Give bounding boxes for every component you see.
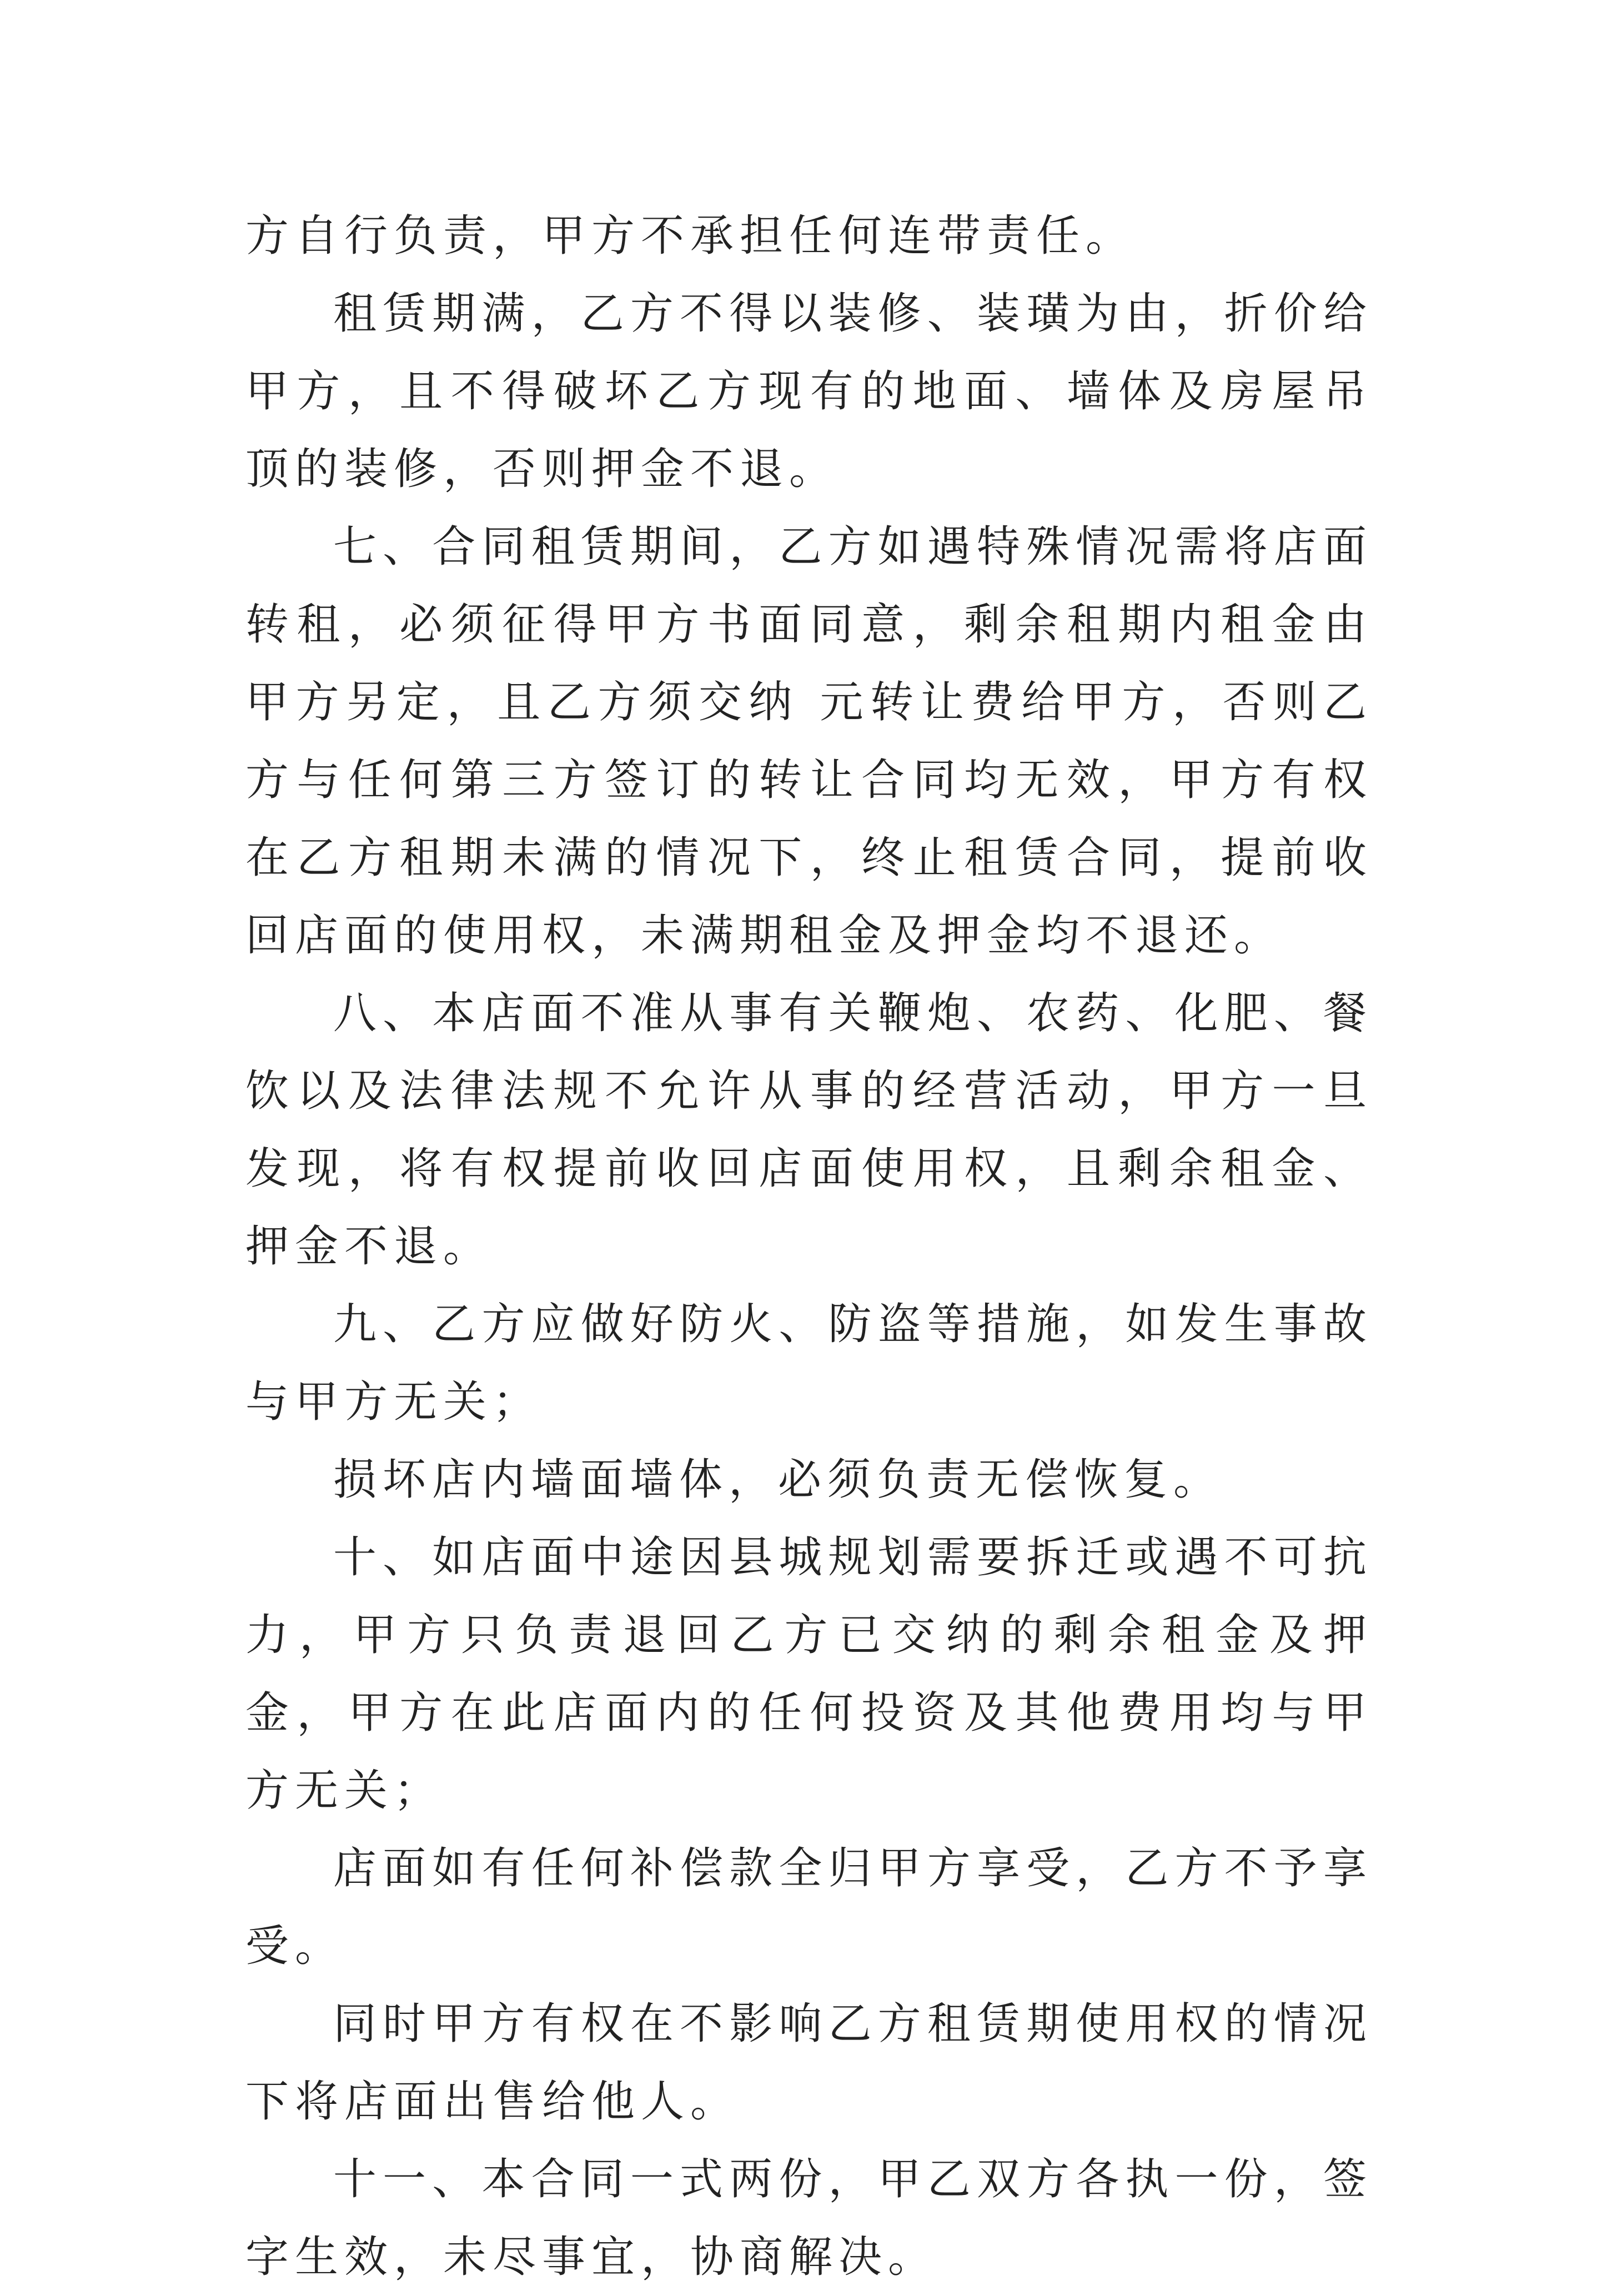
paragraph-clause-8: 八、本店面不准从事有关鞭炮、农药、化肥、餐饮以及法律法规不允许从事的经营活动，甲方一旦发现，将有权提前收回店面使用权，且剩余租金、押金不退。 [245,988,1373,1272]
paragraph-clause-7: 七、合同租赁期间，乙方如遇特殊情况需将店面转租，必须征得甲方书面同意，剩余租期内租金由甲方另定，且乙方须交纳 元转让费给甲方，否则乙方与任何第三方签订的转让合同均无效，甲方有权在乙方租期未满的情况下，终止租赁合同，提前收回店面的使用权，未满期租金及押金均不退还。 [245,522,1373,961]
paragraph-clause-9: 九、乙方应做好防火、防盗等措施，如发生事故与甲方无关； [245,1299,1373,1427]
paragraph-compensation: 店面如有任何补偿款全归甲方享受，乙方不予享受。 [245,1843,1373,1971]
paragraph-sale-right: 同时甲方有权在不影响乙方租赁期使用权的情况下将店面出售给他人。 [245,1999,1373,2127]
paragraph-continuation: 方自行负责，甲方不承担任何连带责任。 [245,211,1136,261]
paragraph-lease-expiry: 租赁期满，乙方不得以装修、装璜为由，折价给甲方，且不得破坏乙方现有的地面、墙体及房屋吊顶的装修，否则押金不退。 [245,289,1373,494]
paragraph-clause-11: 十一、本合同一式两份，甲乙双方各执一份，签字生效，未尽事宜，协商解决。 [245,2154,1373,2282]
paragraph-wall-damage: 损坏店内墙面墙体，必须负责无偿恢复。 [333,1455,1223,1505]
paragraph-clause-10: 十、如店面中途因县城规划需要拆迁或遇不可抗力，甲方只负责退回乙方已交纳的剩余租金及押金，甲方在此店面内的任何投资及其他费用均与甲方无关； [245,1533,1373,1816]
contract-body [245,197,1373,2296]
